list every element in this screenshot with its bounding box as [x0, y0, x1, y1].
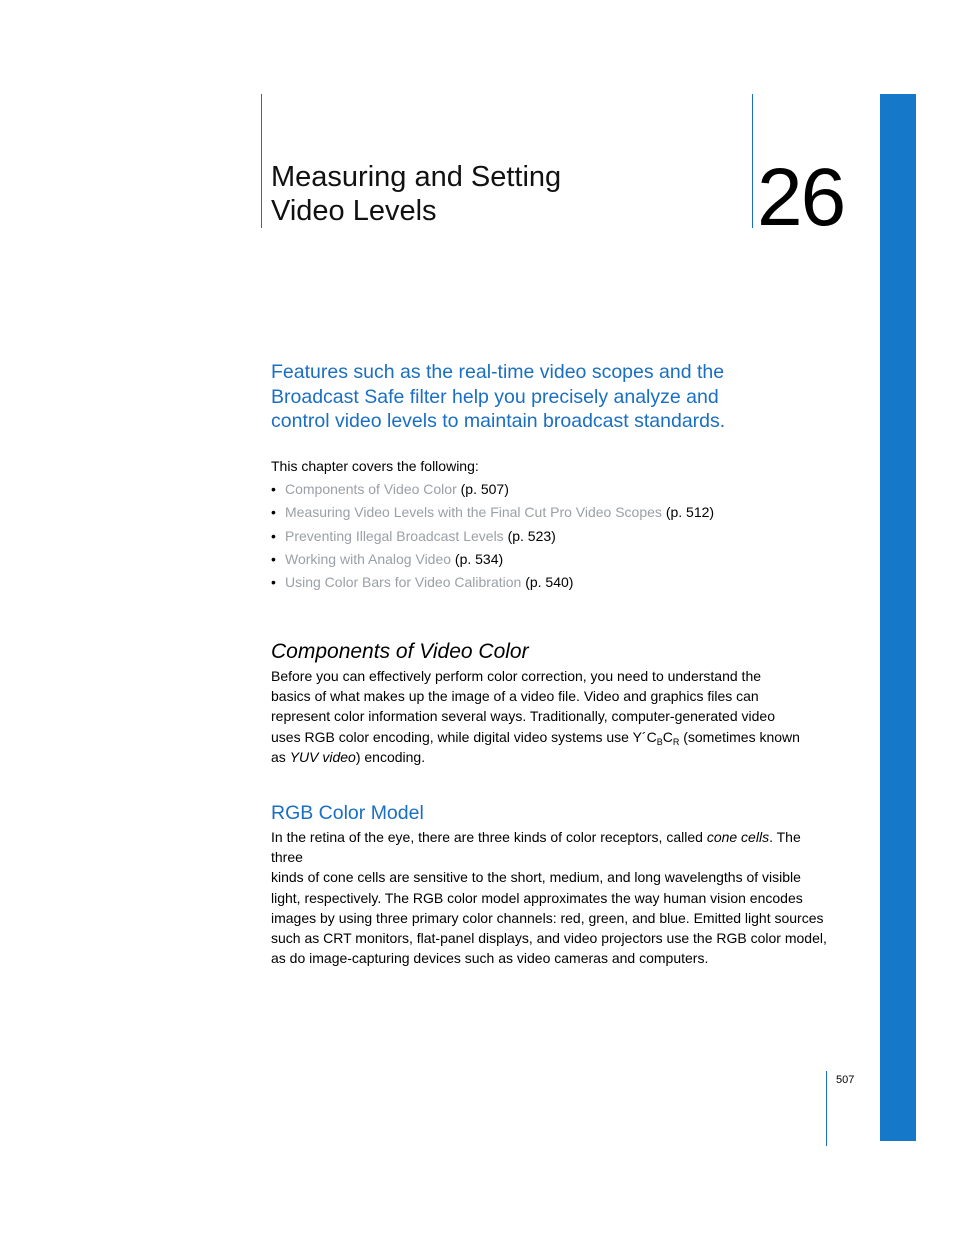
paragraph-line: images by using three primary color channels: red, green, and blue. Emitted light sources: [271, 909, 824, 926]
toc-page-ref: (p. 512): [665, 504, 715, 521]
paragraph-text: uses RGB color encoding, while digital video systems use Y´C: [271, 728, 657, 745]
intro-line1: Features such as the real-time video scopes and the: [271, 361, 725, 383]
section-paragraph: [271, 666, 831, 767]
title-left-rule: [261, 94, 262, 228]
chapter-contents-list: [271, 479, 714, 595]
paragraph-line: basics of what makes up the image of a video file. Video and graphics files can: [271, 688, 759, 705]
toc-link[interactable]: Using Color Bars for Video Calibration: [285, 574, 522, 591]
toc-link[interactable]: Working with Analog Video: [285, 550, 452, 567]
toc-link[interactable]: Components of Video Color: [285, 481, 457, 497]
intro-line3: control video levels to maintain broadcast standards.: [271, 410, 726, 432]
paragraph-text: as: [271, 748, 290, 765]
paragraph-text: . The three: [271, 829, 801, 866]
bullet: •: [271, 481, 276, 497]
toc-link[interactable]: Preventing Illegal Broadcast Levels: [285, 527, 504, 544]
page-number-rule: [826, 1071, 827, 1146]
toc-page-ref: (p. 523): [507, 527, 556, 544]
toc-page-ref: (p. 507): [460, 481, 509, 497]
paragraph-line: kinds of cone cells are sensitive to the short, medium, and long wavelengths of visible: [271, 869, 801, 886]
toc-item: [271, 526, 714, 549]
paragraph-line: as do image-capturing devices such as video cameras and computers.: [271, 950, 709, 967]
bullet: •: [271, 504, 276, 521]
bullet: •: [271, 527, 276, 544]
toc-item: [271, 572, 714, 595]
toc-page-ref: (p. 540): [525, 574, 574, 591]
chapter-title-line1: Measuring and Setting: [271, 161, 562, 193]
chapter-title-line2: Video Levels: [271, 195, 437, 227]
subsection-paragraph: [271, 827, 831, 968]
subscript: B: [656, 736, 663, 747]
bullet: •: [271, 574, 276, 591]
page-number: 507: [836, 1074, 855, 1086]
emphasis-term: YUV video: [289, 748, 356, 765]
paragraph-line: light, respectively. The RGB color model approximates the way human vision encodes: [271, 889, 803, 906]
section-heading: Components of Video Color: [271, 640, 529, 663]
subscript: R: [672, 736, 680, 747]
chapter-intro: [271, 360, 791, 434]
paragraph-line: represent color information several ways. Traditionally, computer-generated video: [271, 708, 775, 725]
toc-item: [271, 502, 714, 525]
subsection-heading: RGB Color Model: [271, 802, 424, 824]
bullet: •: [271, 550, 276, 567]
paragraph-line: Before you can effectively perform color correction, you need to understand the: [271, 668, 762, 684]
chapter-number: 26: [757, 152, 845, 243]
number-left-rule: [752, 94, 753, 228]
paragraph-text: ) encoding.: [355, 748, 426, 765]
toc-item: [271, 549, 714, 572]
toc-link[interactable]: Measuring Video Levels with the Final Cut Pro Video Scopes: [285, 504, 662, 521]
chapter-tab: [880, 94, 916, 1141]
paragraph-text: C: [662, 728, 673, 745]
intro-line2: Broadcast Safe filter help you precisely analyze and: [271, 385, 719, 408]
paragraph-text: (sometimes known: [679, 728, 800, 745]
chapter-title: [271, 160, 561, 228]
emphasis-term: cone cells: [706, 829, 770, 845]
covers-label: This chapter covers the following:: [271, 458, 479, 474]
toc-item: [271, 479, 714, 502]
toc-page-ref: (p. 534): [454, 550, 504, 567]
paragraph-text: In the retina of the eye, there are three kinds of color receptors, called: [271, 829, 707, 845]
paragraph-line: such as CRT monitors, flat-panel displays, and video projectors use the RGB color model,: [271, 930, 827, 947]
